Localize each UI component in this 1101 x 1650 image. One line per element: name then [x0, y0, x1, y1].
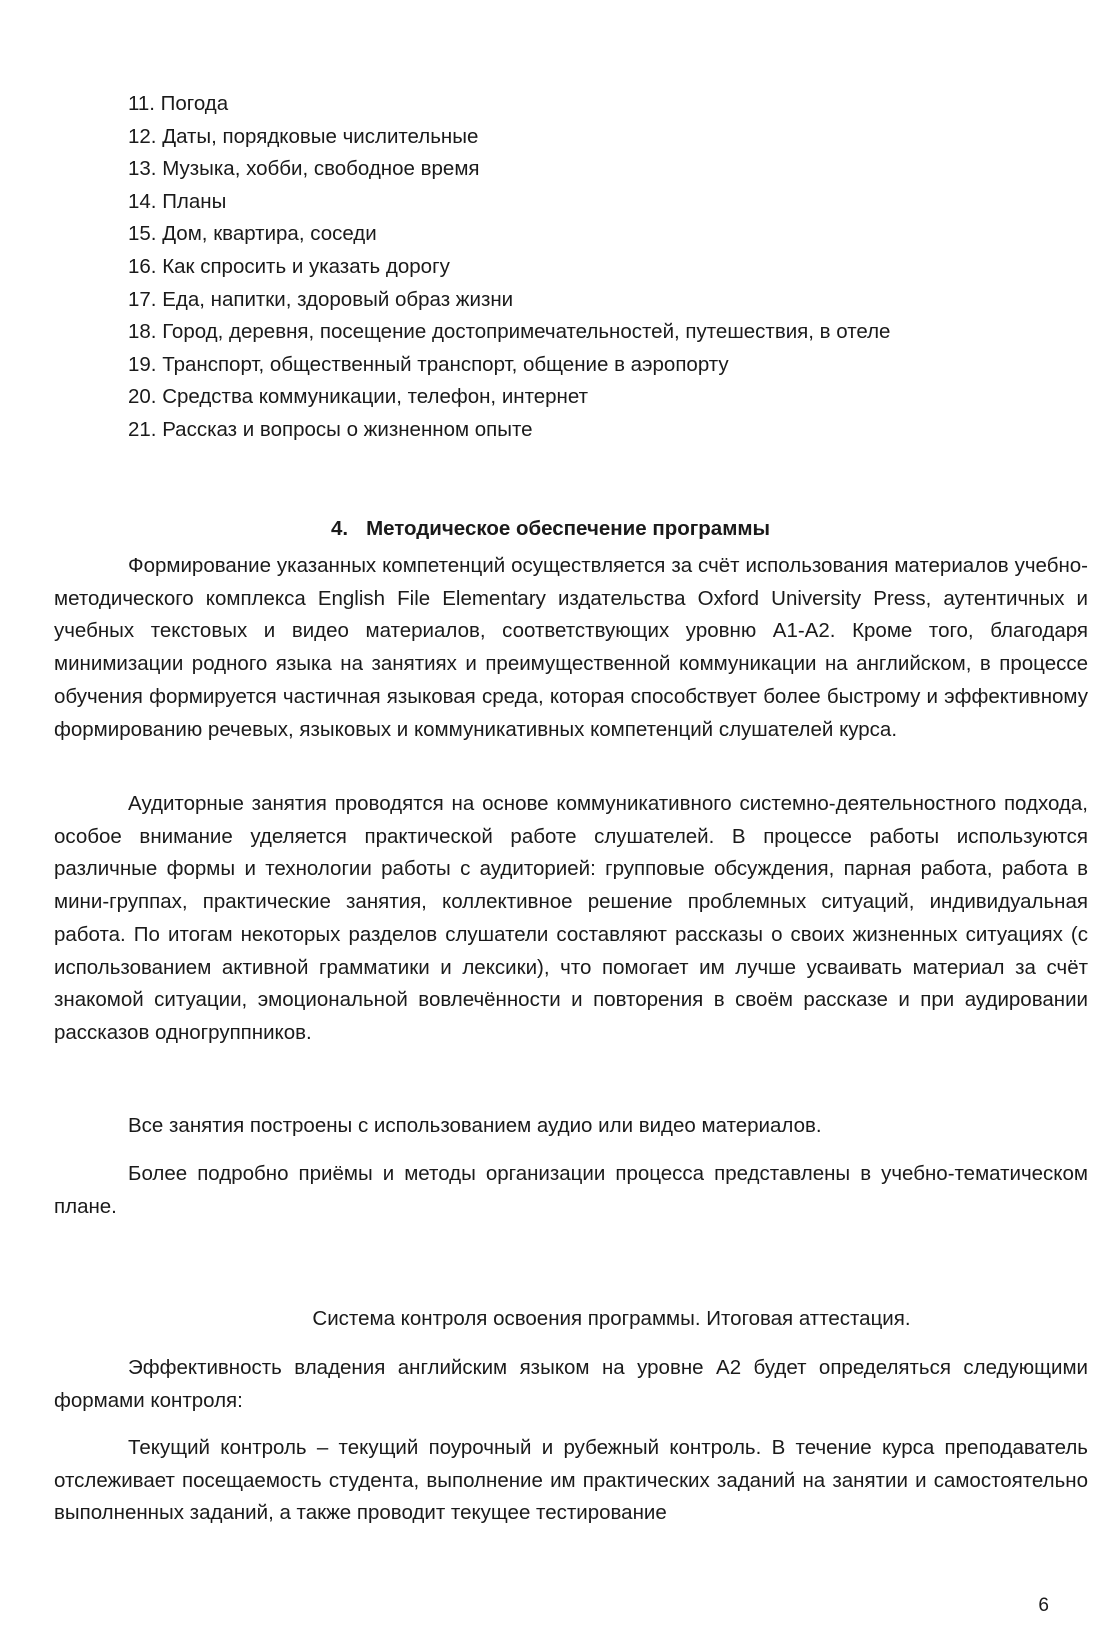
paragraph-methodology-4: Более подробно приёмы и методы организации процесса представлены в учебно-тематическом плане.	[54, 1162, 1088, 1218]
paragraph-control-1: Эффективность владения английским языком на уровне А2 будет определяться следующими формами контроля:	[54, 1356, 1088, 1412]
list-item: 17. Еда, напитки, здоровый образ жизни	[128, 287, 514, 311]
section-4-heading	[0, 514, 1101, 544]
control-section-title: Система контроля освоения программы. Итоговая аттестация.	[312, 1307, 911, 1330]
paragraph-methodology-1: Формирование указанных компетенций осуществляется за счёт использования материалов учебно-методического комплекса English File Elementary издательства Oxford University Press, аутентичных и учебных текстовых и видео материалов, соответствующих уровню A1-A2. Кроме того, благодаря минимизации родного языка на занятиях и преимущественной коммуникации на английском, в процессе обучения формируется частичная языковая среда, которая способствует более быстрому и эффективному формированию речевых, языковых и коммуникативных компетенций слушателей курса.	[54, 554, 1088, 741]
list-item: 13. Музыка, хобби, свободное время	[128, 157, 480, 181]
list-item: 15. Дом, квартира, соседи	[128, 222, 377, 246]
list-item: 21. Рассказ и вопросы о жизненном опыте	[128, 417, 533, 441]
topics-list	[128, 88, 890, 447]
list-item: 12. Даты, порядковые числительные	[128, 124, 479, 148]
list-item: 11. Погода	[128, 92, 229, 115]
section-number: 4.	[330, 517, 349, 540]
list-item: 18. Город, деревня, посещение достопримечательностей, путешествия, в отеле	[128, 320, 891, 344]
paragraph-control-2: Текущий контроль – текущий поурочный и рубежный контроль. В течение курса преподаватель отслеживает посещаемость студента, выполнение им практических заданий на занятии и самостоятельно выполненных заданий, а также проводит текущее тестирование	[54, 1436, 1088, 1525]
list-item: 19. Транспорт, общественный транспорт, общение в аэропорту	[128, 352, 729, 376]
paragraph-methodology-2: Аудиторные занятия проводятся на основе коммуникативного системно-деятельностного подхода, особое внимание уделяется практической работе слушателей. В процессе работы используются различные формы и технологии работы с аудиторией: групповые обсуждения, парная работа, работа в мини-группах, практические занятия, коллективное решение проблемных ситуаций, индивидуальная работа. По итогам некоторых разделов слушатели составляют рассказы о своих жизненных ситуациях (с использованием активной грамматики и лексики), что помогает им лучше усваивать материал за счёт знакомой ситуации, эмоциональной вовлечённости и повторения в своём рассказе и при аудировании рассказов одногруппников.	[54, 792, 1088, 1044]
list-item: 16. Как спросить и указать дорогу	[128, 254, 450, 278]
section-title: Методическое обеспечение программы	[366, 517, 771, 540]
list-item: 20. Средства коммуникации, телефон, интернет	[128, 385, 588, 409]
paragraph-methodology-3: Все занятия построены с использованием аудио или видео материалов.	[128, 1114, 822, 1137]
page-number: 6	[1038, 1595, 1049, 1616]
list-item: 14. Планы	[128, 189, 227, 213]
